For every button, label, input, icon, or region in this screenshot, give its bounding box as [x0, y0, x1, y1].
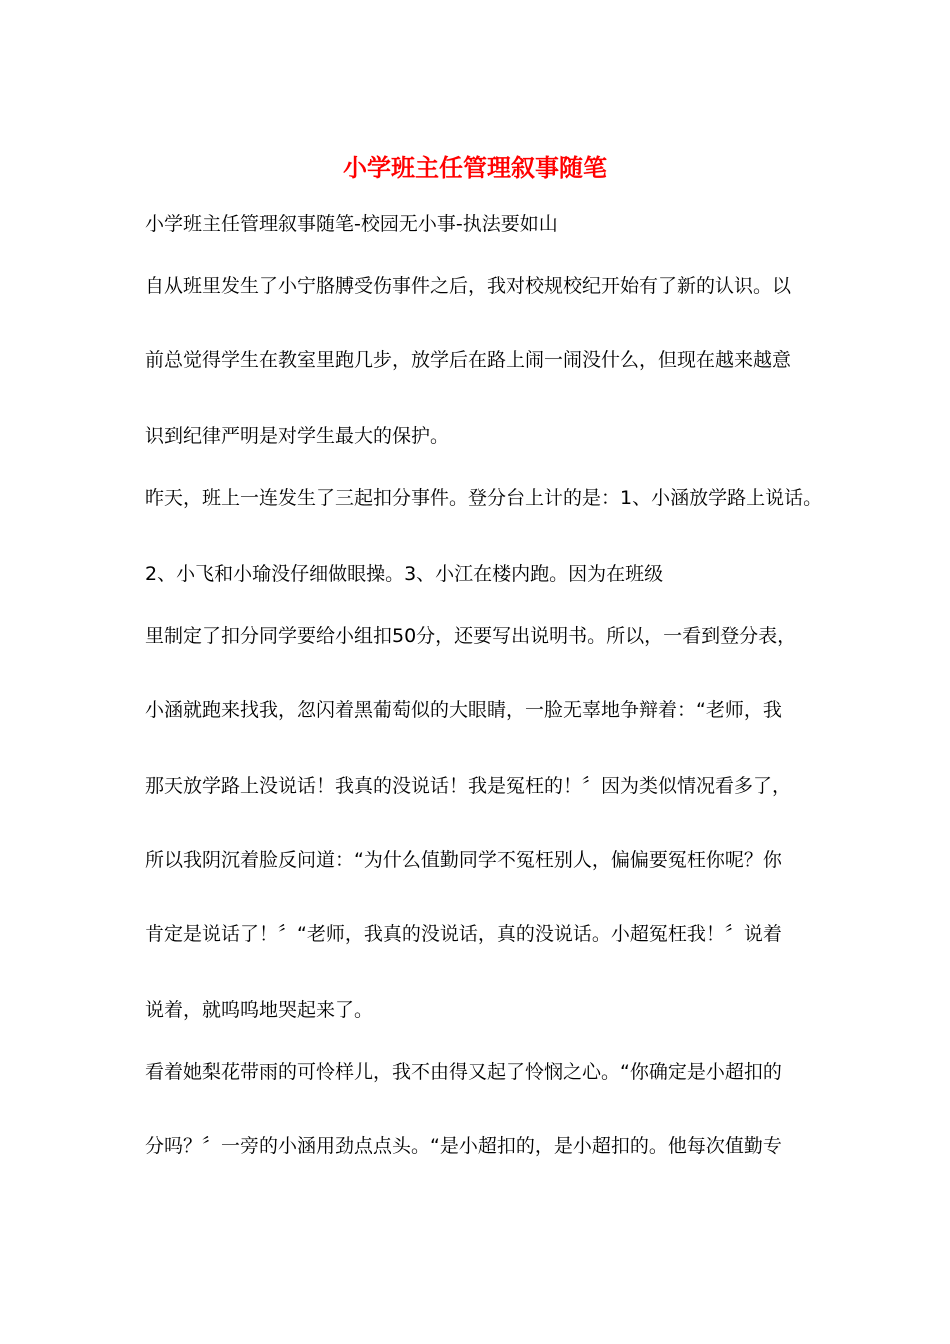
- paragraph-line: 昨天，班上一连发生了三起扣分事件。登分台上计的是：1、小涵放学路上说话。: [145, 487, 823, 509]
- paragraph-line: 2、小飞和小瑜没仔细做眼操。3、小江在楼内跑。因为在班级: [145, 563, 664, 585]
- paragraph-line: 自从班里发生了小宁胳膊受伤事件之后，我对校规校纪开始有了新的认识。以: [145, 275, 792, 297]
- paragraph-line: 里制定了扣分同学要给小组扣50分，还要写出说明书。所以，一看到登分表，: [145, 625, 797, 647]
- paragraph-line: 那天放学路上没说话！我真的没说话！我是冤枉的！〞因为类似情况看多了，: [145, 775, 792, 797]
- paragraph-line: 识到纪律严明是对学生最大的保护。: [145, 425, 450, 447]
- paragraph-line: 说着，就呜呜地哭起来了。: [145, 999, 374, 1021]
- paragraph-line: 肯定是说话了！〞“老师，我真的没说话，真的没说话。小超冤枉我！〞说着: [145, 923, 782, 945]
- paragraph-line: 小涵就跑来找我，忽闪着黑葡萄似的大眼睛，一脸无辜地争辩着：“老师，我: [145, 699, 782, 721]
- paragraph-line: 分吗？〞一旁的小涵用劲点点头。“是小超扣的，是小超扣的。他每次值勤专: [145, 1135, 782, 1157]
- paragraph-line: 所以我阴沉着脸反问道：“为什么值勤同学不冤枉别人，偏偏要冤枉你呢？你: [145, 849, 782, 871]
- subtitle-line: 小学班主任管理叙事随笔-校园无小事-执法要如山: [145, 213, 558, 235]
- document-title: 小学班主任管理叙事随笔: [343, 153, 607, 182]
- paragraph-line: 看着她梨花带雨的可怜样儿，我不由得又起了怜悯之心。“你确定是小超扣的: [145, 1061, 782, 1083]
- paragraph-line: 前总觉得学生在教室里跑几步，放学后在路上闹一闹没什么，但现在越来越意: [145, 349, 792, 371]
